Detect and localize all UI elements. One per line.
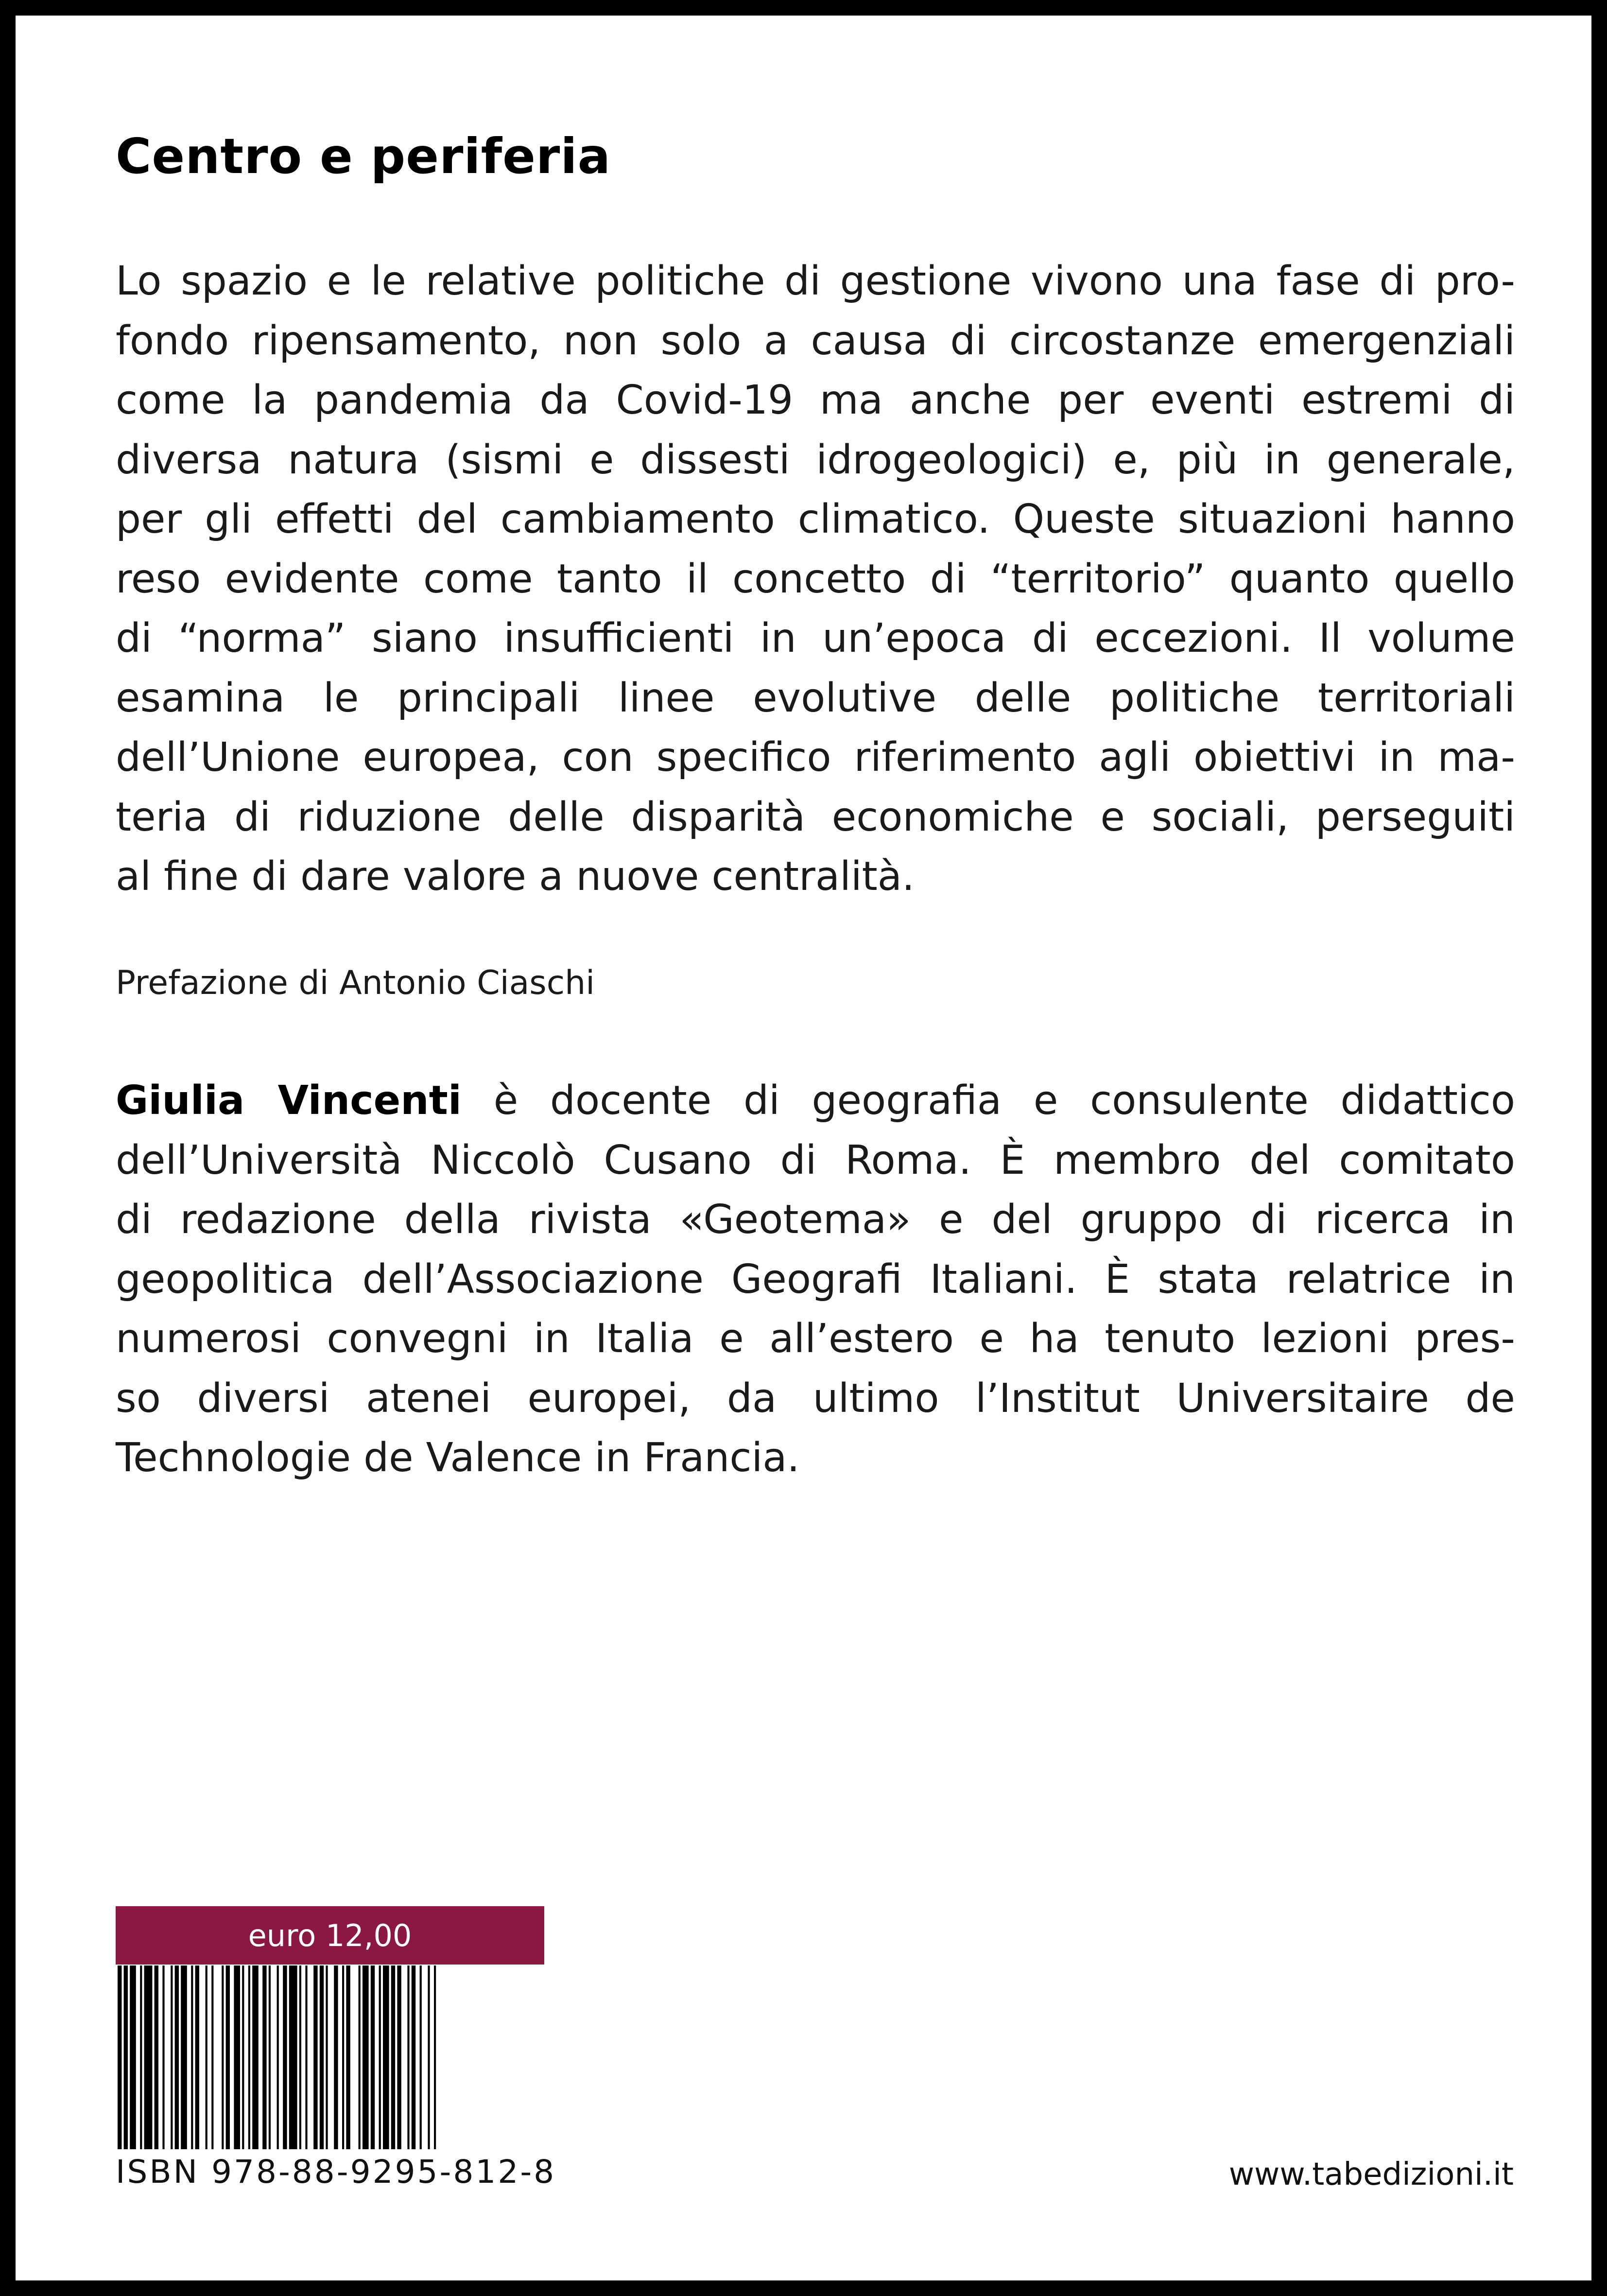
author-bio — [116, 1071, 1515, 1488]
barcode-bar — [130, 1966, 136, 2149]
barcode-bar — [234, 1966, 240, 2149]
barcode-bar — [211, 1966, 213, 2149]
barcode-bar — [434, 1966, 436, 2149]
barcode-bar — [206, 1966, 207, 2149]
barcode-bar — [383, 1966, 389, 2149]
bio-line: Technologie de Valence in Francia. — [116, 1435, 800, 1481]
barcode-bar — [181, 1966, 187, 2149]
barcode-bar — [252, 1966, 259, 2149]
bio-first-line — [116, 1071, 1515, 1131]
bio-line: numerosi convegni in Italia e all’estero e ha tenuto lezioni pres- — [116, 1316, 1515, 1362]
barcode-bar — [363, 1966, 369, 2149]
barcode-bar — [289, 1966, 297, 2149]
bio-line: dell’Università Niccolò Cusano di Roma. È membro del comitato — [116, 1137, 1515, 1183]
barcode-bar — [222, 1966, 224, 2149]
publisher-website: www.tabedizioni.it — [1228, 2157, 1514, 2192]
book-title: Centro e periferia — [116, 128, 611, 185]
blurb-line: teria di riduzione delle disparità economiche e sociali, perseguiti — [116, 794, 1515, 840]
blurb — [116, 252, 1515, 907]
bio-first-line-text: è docente di geografia e consulente didattico — [461, 1078, 1515, 1124]
barcode-bar — [379, 1966, 381, 2149]
barcode-bar — [313, 1966, 317, 2149]
barcode-bar — [346, 1966, 350, 2149]
barcode-bar — [342, 1966, 344, 2149]
price-label — [116, 1906, 544, 1965]
barcode — [116, 1966, 544, 2149]
preface-credit: Prefazione di Antonio Ciaschi — [116, 964, 595, 1002]
barcode-bar — [397, 1966, 401, 2149]
barcode-bar — [428, 1966, 430, 2149]
barcode-bar — [144, 1966, 153, 2149]
blurb-line: Lo spazio e le relative politiche di gestione vivono una fase di pro- — [116, 258, 1515, 304]
price-text: euro 12,00 — [248, 1917, 412, 1953]
barcode-bar — [420, 1966, 422, 2149]
barcode-bar — [407, 1966, 409, 2149]
barcode-bar — [226, 1966, 230, 2149]
blurb-line: come la pandemia da Covid-19 ma anche per eventi estremi di — [116, 377, 1515, 423]
barcode-bar — [299, 1966, 301, 2149]
barcode-bar — [283, 1966, 287, 2149]
bio-line: geopolitica dell’Associazione Geografi Italiani. È stata relatrice in — [116, 1256, 1515, 1303]
barcode-bar — [140, 1966, 142, 2149]
blurb-line: di “norma” siano insufficienti in un’epoca di eccezioni. Il volume — [116, 615, 1515, 661]
barcode-bar — [124, 1966, 128, 2149]
barcode-bar — [191, 1966, 193, 2149]
barcode-bar — [171, 1966, 173, 2149]
barcode-bar — [391, 1966, 395, 2149]
blurb-line: per gli effetti del cambiamento climatico. Queste situazioni hanno — [116, 496, 1515, 542]
blurb-line: reso evidente come tanto il concetto di “territorio” quanto quello — [116, 556, 1515, 602]
barcode-bar — [320, 1966, 324, 2149]
barcode-bar — [371, 1966, 375, 2149]
blurb-line: fondo ripensamento, non solo a causa di circostanze emergenziali — [116, 317, 1515, 364]
isbn-number: ISBN 978-88-9295-812-8 — [116, 2153, 556, 2191]
bio-line: di redazione della rivista «Geotema» e del gruppo di ricerca in — [116, 1197, 1515, 1243]
barcode-bar — [412, 1966, 415, 2149]
blurb-line: diversa natura (sismi e dissesti idrogeologici) e, più in generale, — [116, 436, 1515, 483]
barcode-bar — [305, 1966, 307, 2149]
barcode-bar — [334, 1966, 338, 2149]
back-cover — [16, 16, 1591, 2280]
barcode-bar — [242, 1966, 244, 2149]
barcode-bar — [118, 1966, 121, 2149]
blurb-line: esamina le principali linee evolutive delle politiche territoriali — [116, 675, 1515, 721]
barcode-bar — [195, 1966, 199, 2149]
barcode-bar — [359, 1966, 361, 2149]
barcode-bar — [162, 1966, 164, 2149]
barcode-bar — [277, 1966, 279, 2149]
blurb-line: al fine di dare valore a nuove centralità. — [116, 853, 915, 900]
barcode-bar — [262, 1966, 266, 2149]
barcode-bar — [248, 1966, 250, 2149]
barcode-bar — [155, 1966, 158, 2149]
bio-line: so diversi atenei europei, da ultimo l’Institut Universitaire de — [116, 1375, 1515, 1422]
barcode-bar — [326, 1966, 328, 2149]
author-name: Giulia Vincenti — [116, 1078, 462, 1124]
barcode-bar — [269, 1966, 271, 2149]
barcode-bar — [175, 1966, 179, 2149]
blurb-line: dell’Unione europea, con specifico riferimento agli obiettivi in ma- — [116, 734, 1515, 781]
